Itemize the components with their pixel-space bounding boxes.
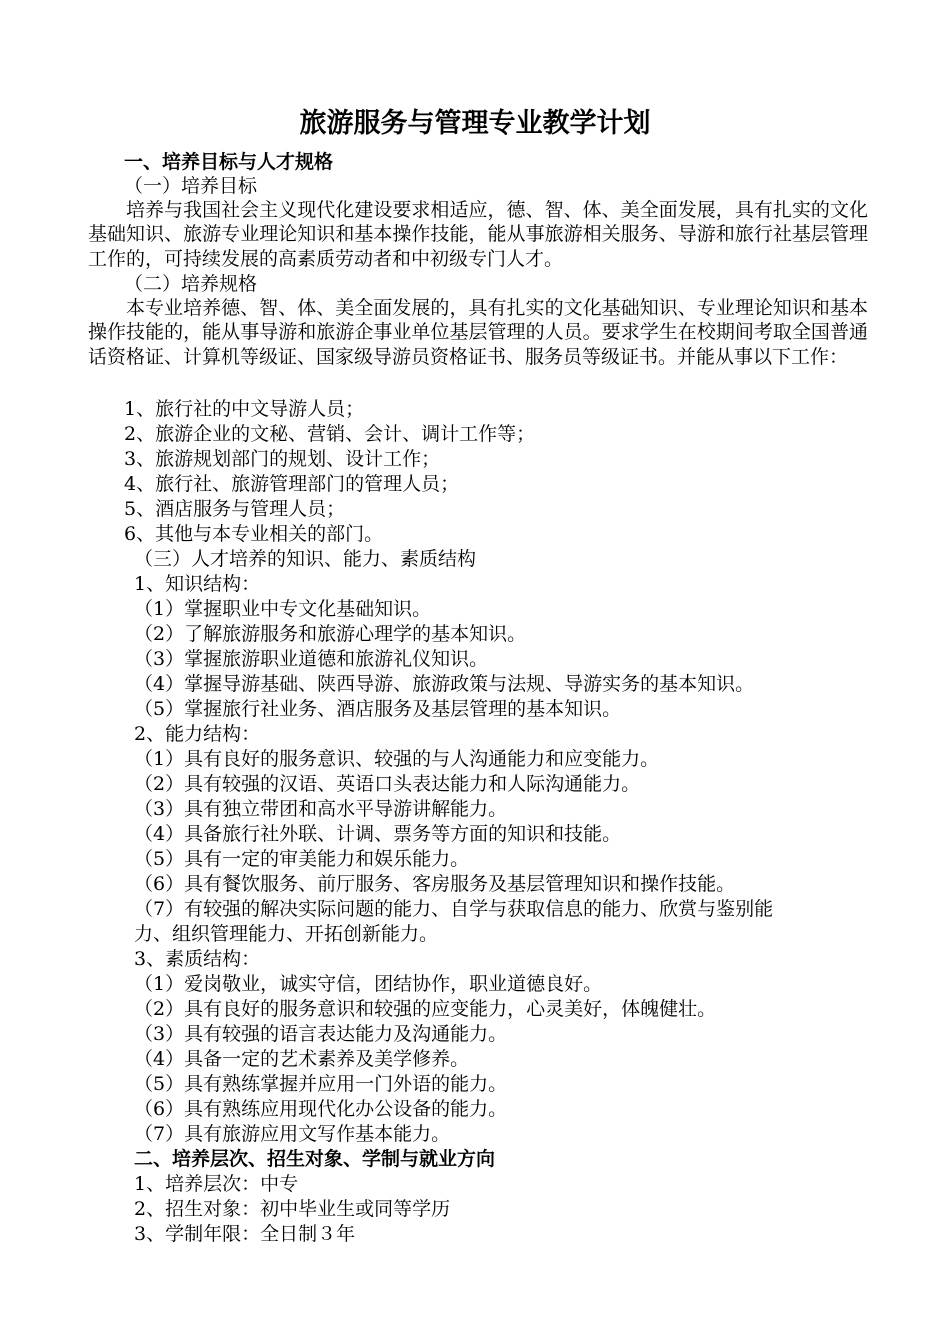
ability-item: （3）具有独立带团和高水平导游讲解能力。	[134, 798, 508, 820]
job-item: 4、旅行社、旅游管理部门的管理人员；	[124, 473, 460, 495]
section1-heading: 一、培养目标与人才规格	[124, 151, 334, 173]
knowledge-item: （2）了解旅游服务和旅游心理学的基本知识。	[134, 623, 527, 645]
quality-item: （7）具有旅游应用文写作基本能力。	[134, 1123, 451, 1145]
ability-item-continued: 力、组织管理能力、开拓创新能力。	[134, 923, 439, 945]
quality-item: （5）具有熟练掌握并应用一门外语的能力。	[134, 1073, 508, 1095]
quality-heading: 3、素质结构：	[134, 948, 261, 970]
training-spec-paragraph: 本专业培养德、智、体、美全面发展的，具有扎实的文化基础知识、专业理论知识和基本操作技能的，能从事导游和旅游企事业单位基层管理的人员。要求学生在校期间考取全国普通话资格证、计算机等级证、国家级导游员资格证书、服务员等级证书。并能从事以下工作：	[88, 297, 868, 368]
sub1-heading: （一）培养目标	[124, 175, 258, 197]
section2-heading: 二、培养层次、招生对象、学制与就业方向	[134, 1148, 496, 1170]
quality-item: （6）具有熟练应用现代化办公设备的能力。	[134, 1098, 508, 1120]
job-item: 3、旅游规划部门的规划、设计工作；	[124, 448, 441, 470]
knowledge-item: （5）掌握旅行社业务、酒店服务及基层管理的基本知识。	[134, 698, 622, 720]
knowledge-heading: 1、知识结构：	[134, 573, 261, 595]
quality-item: （4）具备一定的艺术素养及美学修养。	[134, 1048, 470, 1070]
ability-item: （5）具有一定的审美能力和娱乐能力。	[134, 848, 470, 870]
job-item: 1、旅行社的中文导游人员；	[124, 398, 365, 420]
section2-item: 3、学制年限：全日制３年	[134, 1223, 356, 1245]
sub2-heading: （二）培养规格	[124, 273, 258, 295]
section2-item: 1、培养层次：中专	[134, 1173, 299, 1195]
knowledge-item: （1）掌握职业中专文化基础知识。	[134, 598, 432, 620]
ability-item: （1）具有良好的服务意识、较强的与人沟通能力和应变能力。	[134, 748, 660, 770]
document-title: 旅游服务与管理专业教学计划	[299, 108, 651, 139]
section2-item: 2、招生对象：初中毕业生或同等学历	[134, 1198, 451, 1220]
quality-item: （1）爱岗敬业，诚实守信，团结协作，职业道德良好。	[134, 973, 603, 995]
ability-item: （6）具有餐饮服务、前厅服务、客房服务及基层管理知识和操作技能。	[134, 873, 736, 895]
ability-item: （4）具备旅行社外联、计调、票务等方面的知识和技能。	[134, 823, 622, 845]
ability-item: （2）具有较强的汉语、英语口头表达能力和人际沟通能力。	[134, 773, 641, 795]
training-goal-paragraph: 培养与我国社会主义现代化建设要求相适应，德、智、体、美全面发展，具有扎实的文化基础知识、旅游专业理论知识和基本操作技能，能从事旅游相关服务、导游和旅行社基层管理工作的，可持续发展的高素质劳动者和中初级专门人才。	[88, 199, 868, 270]
job-item: 2、旅游企业的文秘、营销、会计、调计工作等；	[124, 423, 536, 445]
ability-item: （7）有较强的解决实际问题的能力、自学与获取信息的能力、欣赏与鉴别能	[134, 898, 774, 920]
sub3-heading: （三）人才培养的知识、能力、素质结构	[134, 548, 477, 570]
job-item: 6、其他与本专业相关的部门。	[124, 523, 384, 545]
ability-heading: 2、能力结构：	[134, 723, 261, 745]
quality-item: （3）具有较强的语言表达能力及沟通能力。	[134, 1023, 508, 1045]
job-item: 5、酒店服务与管理人员；	[124, 498, 346, 520]
knowledge-item: （3）掌握旅游职业道德和旅游礼仪知识。	[134, 648, 489, 670]
knowledge-item: （4）掌握导游基础、陕西导游、旅游政策与法规、导游实务的基本知识。	[134, 673, 755, 695]
quality-item: （2）具有良好的服务意识和较强的应变能力，心灵美好，体魄健壮。	[134, 998, 717, 1020]
